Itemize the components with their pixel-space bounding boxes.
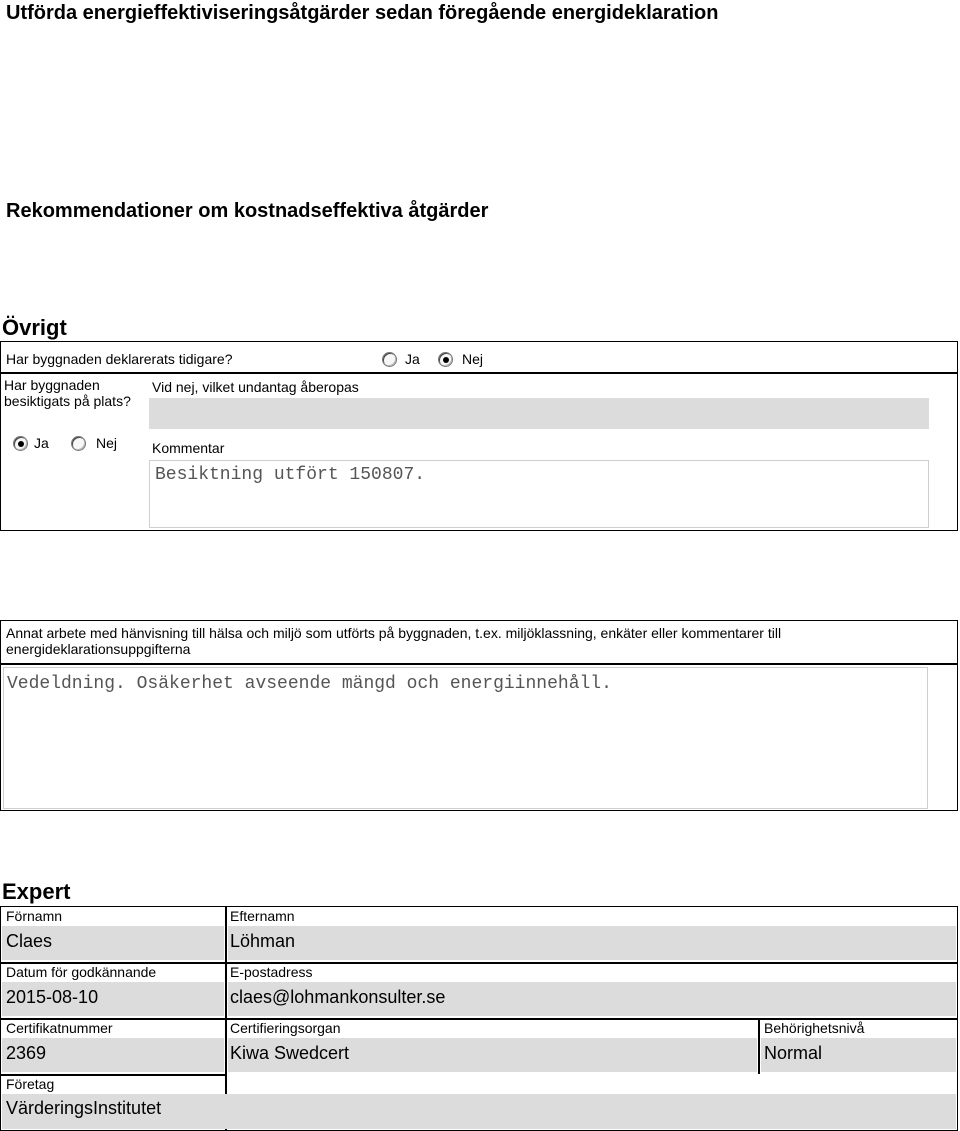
inspected-label: Har byggnaden besiktigats på plats? [4,377,131,409]
recommendations-heading: Rekommendationer om kostnadseffektiva åtgärder [6,200,489,222]
cert-number-label: Certifikatnummer [6,1020,113,1036]
approval-date-value: 2015-08-10 [6,987,99,1007]
comment-label: Kommentar [152,440,225,456]
email-label: E-postadress [230,964,313,980]
inspected-ja-radio[interactable] [13,436,28,451]
other-work-label: Annat arbete med hänvisning till hälsa och miljö som utförts på byggnaden, t.ex. miljöklassning, enkäter eller kommentarer till energideklarationsuppgifterna [6,625,782,657]
last-name-label: Efternamn [230,908,295,924]
approval-date-label: Datum för godkännande [6,964,157,980]
measures-heading: Utförda energieffektiviseringsåtgärder sedan föregående energideklaration [6,2,719,24]
expert-heading: Expert [2,879,71,904]
declared-before-ja-label: Ja [405,351,420,367]
other-work-value: Vedeldning. Osäkerhet avseende mängd och energiinnehåll. [7,674,612,694]
company-value: VärderingsInstitutet [6,1098,162,1118]
first-name-value: Claes [6,931,53,951]
cert-number-value: 2369 [6,1043,47,1063]
other-work-field[interactable] [3,667,928,809]
cert-body-label: Certifieringsorgan [230,1020,341,1036]
declared-before-ja-radio[interactable] [382,352,397,367]
comment-field[interactable] [149,460,929,528]
exception-label: Vid nej, vilket undantag åberopas [152,379,359,395]
declared-before-label: Har byggnaden deklarerats tidigare? [6,351,233,367]
competence-value: Normal [764,1043,823,1063]
company-label: Företag [6,1076,55,1092]
inspected-nej-radio[interactable] [71,436,86,451]
declared-before-nej-radio[interactable] [438,352,453,367]
inspected-nej-label: Nej [96,435,118,451]
first-name-label: Förnamn [6,908,63,924]
exception-field[interactable] [149,398,929,429]
comment-value: Besiktning utfört 150807. [155,465,426,485]
cert-body-value: Kiwa Swedcert [230,1043,350,1063]
other-heading: Övrigt [2,315,67,340]
last-name-field[interactable] [228,926,956,960]
declared-before-nej-label: Nej [462,351,484,367]
email-value: claes@lohmankonsulter.se [230,987,446,1007]
last-name-value: Löhman [230,931,296,951]
competence-label: Behörighetsnivå [764,1020,865,1036]
inspected-ja-label: Ja [34,435,49,451]
